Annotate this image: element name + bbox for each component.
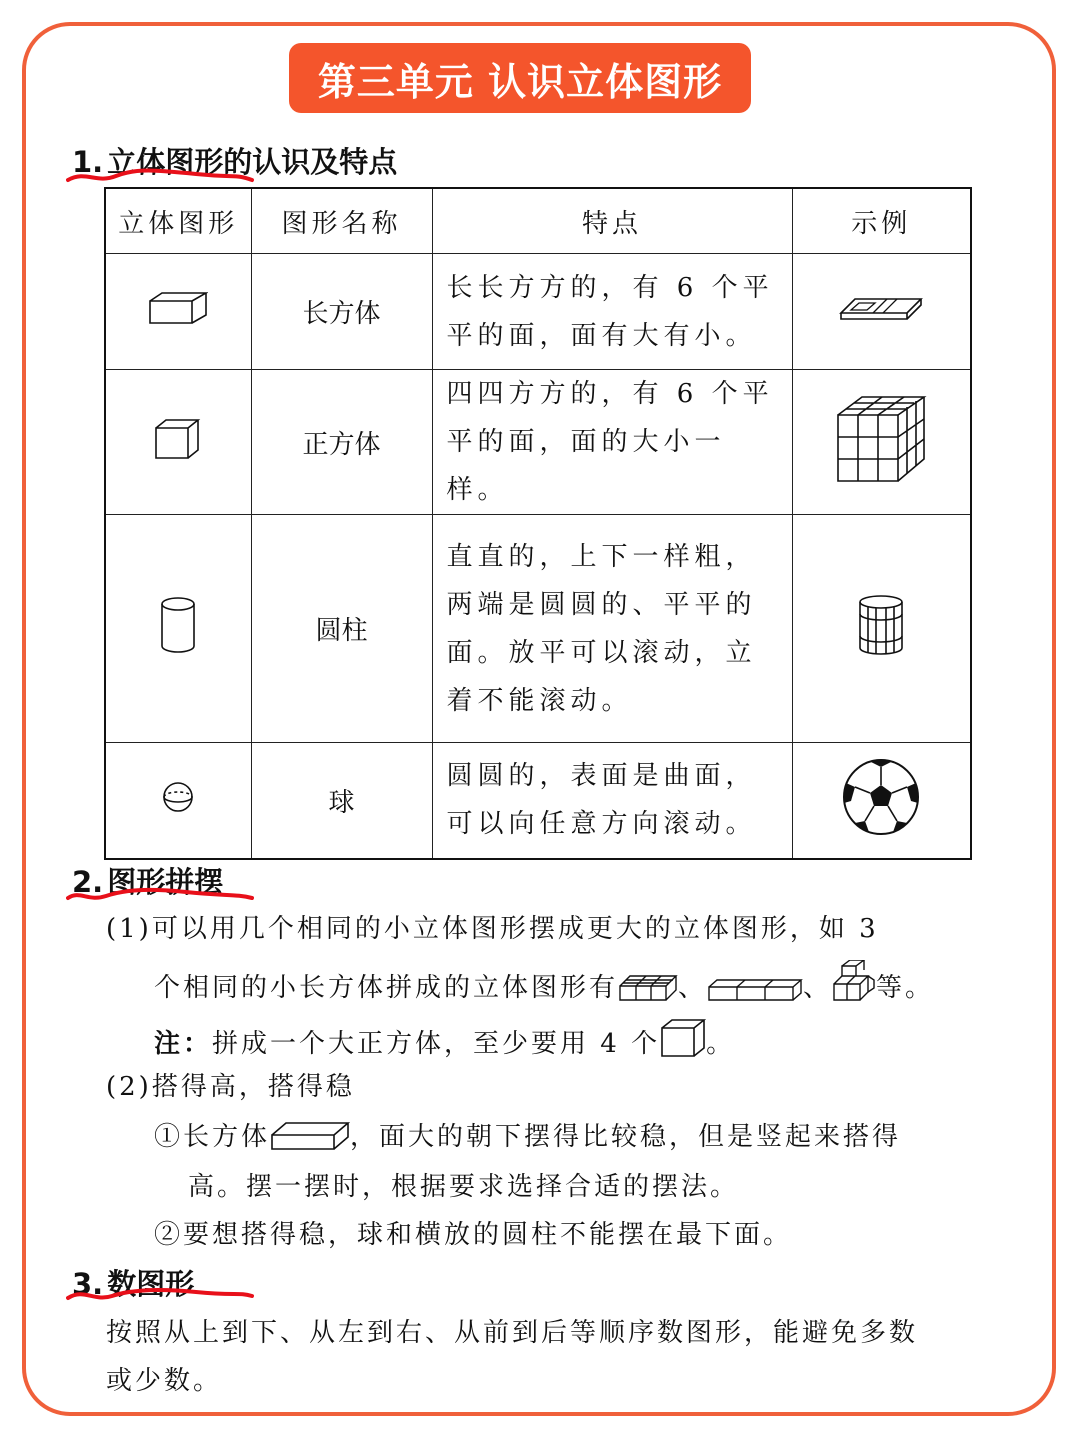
barrel-icon bbox=[856, 594, 906, 656]
cuboid-cell bbox=[105, 254, 251, 370]
section2-item1 bbox=[154, 1116, 901, 1153]
section2-p1-line2-text: 个相同的小长方体拼成的立体图形有 bbox=[154, 973, 619, 1003]
separator: 、 bbox=[803, 973, 833, 1003]
sphere-cell bbox=[105, 743, 251, 859]
table-row bbox=[105, 743, 971, 859]
row-feature: 圆圆的，表面是曲面，可以向任意方向滚动。 bbox=[432, 743, 792, 859]
row-name: 正方体 bbox=[251, 370, 432, 515]
example-cell bbox=[792, 515, 971, 743]
section2-p1-line2 bbox=[154, 960, 934, 1004]
shapes-table bbox=[104, 187, 972, 860]
soccer-ball-icon bbox=[841, 757, 921, 837]
section1-title: 立体图形的认识及特点 bbox=[107, 145, 398, 179]
section2-number: 2. bbox=[72, 865, 104, 899]
eraser-icon bbox=[839, 293, 923, 323]
note-text: 拼成一个大正方体，至少要用 4 个 bbox=[212, 1029, 661, 1059]
section2-underline bbox=[66, 884, 256, 906]
section3-line2: 或少数。 bbox=[106, 1366, 223, 1396]
cylinder-cell bbox=[105, 515, 251, 743]
example-cell bbox=[792, 254, 971, 370]
example-cell bbox=[792, 370, 971, 515]
row-feature: 长长方方的，有 6 个平平的面，面有大有小。 bbox=[432, 254, 792, 370]
section2-note bbox=[154, 1018, 735, 1060]
cube-cell bbox=[105, 370, 251, 515]
section1-underline bbox=[66, 166, 256, 188]
item1-label: ①长方体 bbox=[154, 1122, 271, 1152]
section2-title: 图形拼摆 bbox=[107, 865, 224, 899]
row-feature: 直直的，上下一样粗，两端是圆圆的、平平的面。放平可以滚动，立着不能滚动。 bbox=[432, 515, 792, 743]
row-feature: 四四方方的，有 6 个平平的面，面的大小一样。 bbox=[432, 370, 792, 515]
note-end: 。 bbox=[706, 1029, 736, 1059]
row-name: 圆柱 bbox=[251, 515, 432, 743]
table-row bbox=[105, 370, 971, 515]
small-cube-icon bbox=[660, 1018, 706, 1058]
cube-icon bbox=[154, 418, 202, 460]
row-cuboids-icon bbox=[707, 978, 803, 1002]
cylinder-icon bbox=[158, 596, 198, 654]
section3-line1: 按照从上到下、从左到右、从前到后等顺序数图形，能避免多数 bbox=[106, 1318, 919, 1348]
section2-p1-line1: (1)可以用几个相同的小立体图形摆成更大的立体图形，如 3 bbox=[106, 914, 879, 944]
stacked-cuboids-icon bbox=[618, 972, 678, 1002]
header-shape: 立体图形 bbox=[105, 188, 251, 254]
table-row bbox=[105, 515, 971, 743]
example-cell bbox=[792, 743, 971, 859]
row-name: 球 bbox=[251, 743, 432, 859]
section2-p1-line2-end: 等。 bbox=[876, 973, 935, 1003]
section3-title: 数图形 bbox=[107, 1267, 195, 1301]
section2-item1-line2: 高。摆一摆时，根据要求选择合适的摆法。 bbox=[188, 1172, 740, 1202]
header-feature: 特点 bbox=[432, 188, 792, 254]
item1-text: ，面大的朝下摆得比较稳，但是竖起来搭得 bbox=[350, 1122, 902, 1152]
header-name: 图形名称 bbox=[251, 188, 432, 254]
note-label: 注： bbox=[154, 1029, 213, 1059]
header-example: 示例 bbox=[792, 188, 971, 254]
flat-cuboid-icon bbox=[270, 1119, 350, 1151]
rubiks-cube-icon bbox=[834, 393, 928, 485]
row-name: 长方体 bbox=[251, 254, 432, 370]
sphere-icon bbox=[161, 780, 195, 814]
section1-number: 1. bbox=[72, 145, 104, 179]
section3-underline bbox=[66, 1284, 256, 1306]
section2-item2: ②要想搭得稳，球和横放的圆柱不能摆在最下面。 bbox=[154, 1220, 793, 1250]
table-header-row bbox=[105, 188, 971, 254]
section2-p2-title: (2)搭得高，搭得稳 bbox=[106, 1072, 355, 1102]
separator: 、 bbox=[678, 973, 708, 1003]
cuboid-icon bbox=[148, 291, 208, 325]
l-shape-cuboids-icon bbox=[832, 960, 876, 1002]
table-row bbox=[105, 254, 971, 370]
section3-number: 3. bbox=[72, 1267, 104, 1301]
page-title: 第三单元 认识立体图形 bbox=[289, 43, 751, 113]
